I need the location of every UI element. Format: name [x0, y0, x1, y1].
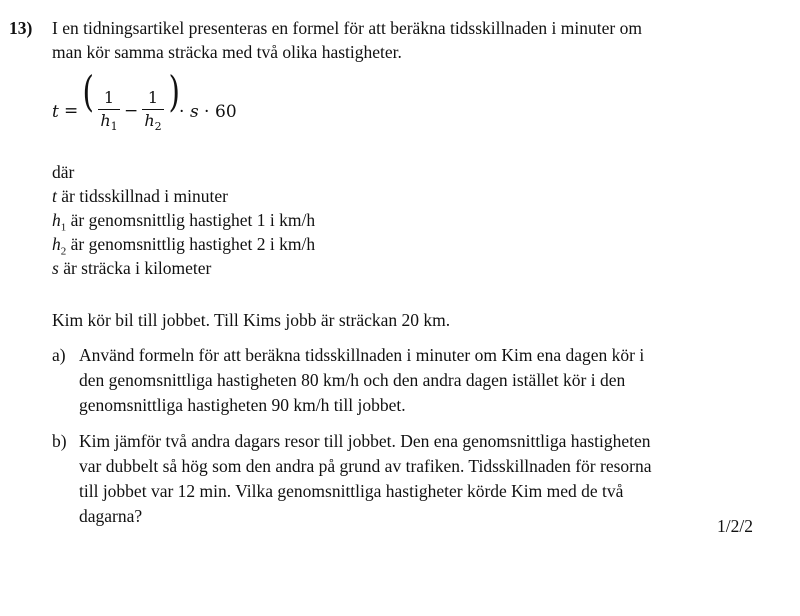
definition-text: är sträcka i kilometer: [58, 258, 212, 278]
formula-factor: 60: [215, 102, 237, 122]
fraction-1-bar: [98, 109, 120, 110]
part-b-line-4: dagarna?: [79, 506, 143, 526]
formula-fraction-2: [142, 88, 164, 137]
part-a-line-1: Använd formeln för att beräkna tidsskillnaden i minuter om Kim ena dagen kör i: [79, 345, 645, 365]
formula-left-paren: (: [82, 67, 94, 116]
where-label: där: [52, 162, 75, 182]
definition-subscript: 2: [60, 245, 67, 258]
part-b-line-1: Kim jämför två andra dagars resor till jobbet. Den ena genomsnittliga hastigheten: [79, 431, 651, 451]
formula-equals: =: [64, 101, 79, 121]
intro-line-1: I en tidningsartikel presenteras en formel för att beräkna tidsskillnaden i minuter om: [52, 18, 642, 38]
formula-dot-1: ·: [179, 102, 185, 122]
definition-text: är tidsskillnad i minuter: [56, 186, 228, 206]
formula: [50, 67, 240, 136]
question-number: 13): [9, 18, 33, 38]
definition-t: [52, 184, 228, 208]
part-b-label: b): [52, 431, 67, 451]
part-a-label: a): [52, 345, 66, 365]
fraction-1-h: h: [100, 111, 111, 131]
fraction-2-denominator: [142, 111, 164, 137]
fraction-2-h: h: [144, 111, 155, 131]
part-a-line-3: genomsnittliga hastigheten 90 km/h till jobbet.: [79, 395, 406, 415]
fraction-2-subscript: 2: [154, 120, 162, 134]
definition-subscript: 1: [60, 221, 67, 234]
intro-line-2: man kör samma sträcka med två olika hastigheter.: [52, 42, 402, 62]
definition-text: är genomsnittlig hastighet 1 i km/h: [66, 210, 316, 230]
points-indicator: 1/2/2: [717, 516, 753, 536]
fraction-1-numerator: 1: [103, 88, 115, 107]
formula-fraction-1: [98, 88, 120, 137]
definition-symbol: h: [52, 210, 61, 230]
formula-minus: −: [124, 101, 139, 121]
part-a-line-2: den genomsnittliga hastigheten 80 km/h och den andra dagen istället kör i den: [79, 370, 626, 390]
definition-s: [52, 256, 211, 280]
fraction-1-denominator: [98, 111, 120, 137]
formula-t: t: [52, 102, 59, 122]
definition-symbol: t: [52, 186, 57, 206]
fraction-2-numerator: 1: [147, 88, 159, 107]
formula-s: s: [190, 102, 199, 122]
part-b-line-2: var dubbelt så hög som den andra på grund av trafiken. Tidsskillnaden för resorna: [79, 456, 652, 476]
fraction-1-subscript: 1: [110, 120, 118, 134]
definition-symbol: h: [52, 234, 61, 254]
formula-dot-2: ·: [204, 102, 210, 122]
definition-symbol: s: [52, 258, 59, 278]
part-b-line-3: till jobbet var 12 min. Vilka genomsnittliga hastigheter körde Kim med de två: [79, 481, 624, 501]
fraction-2-bar: [142, 109, 164, 110]
context-text: Kim kör bil till jobbet. Till Kims jobb är sträckan 20 km.: [52, 310, 451, 330]
formula-right-paren: ): [168, 67, 180, 116]
definition-text: är genomsnittlig hastighet 2 i km/h: [66, 234, 316, 254]
